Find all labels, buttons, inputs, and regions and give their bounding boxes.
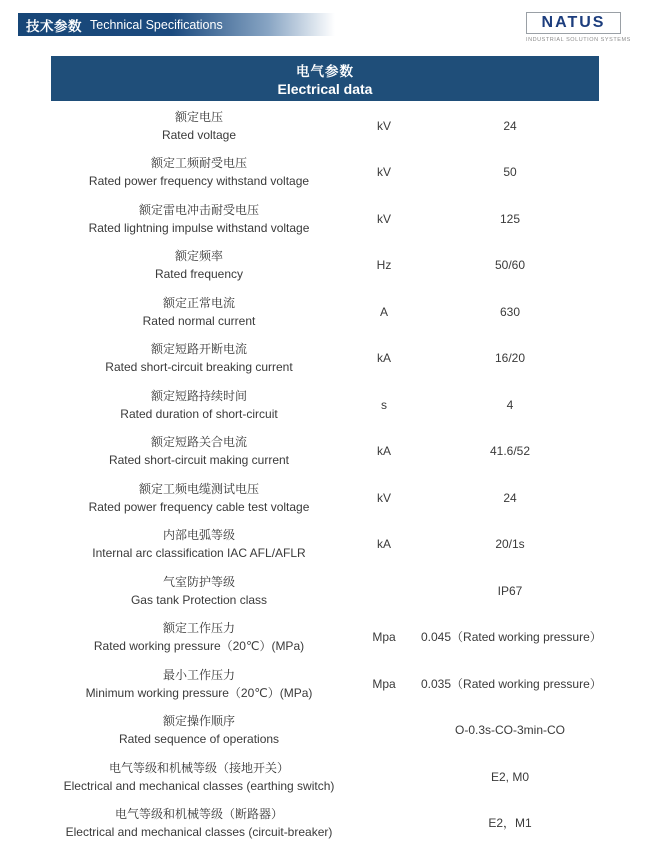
spec-label-cell	[51, 337, 347, 381]
spec-unit-cell: kV	[376, 211, 391, 226]
spec-label-zh: 电气等级和机械等级（接地开关）	[108, 760, 289, 775]
spec-value-cell: 125	[499, 211, 521, 226]
spec-label-zh: 额定频率	[174, 249, 223, 264]
spec-value-cell: E2, M0	[490, 769, 529, 784]
spec-unit-cell: s	[381, 397, 387, 412]
spec-value-cell: 20/1s	[495, 537, 525, 552]
table-header-en: Electrical data	[277, 81, 373, 97]
spec-unit-cell: Mpa	[372, 630, 396, 645]
spec-unit-cell: kV	[376, 490, 391, 505]
spec-label-zh: 额定工作压力	[162, 621, 235, 636]
spec-unit-cell: kA	[376, 351, 391, 366]
spec-value-cell: 0.045（Rated working pressure）	[421, 630, 602, 645]
spec-label-zh: 额定短路开断电流	[150, 342, 247, 357]
spec-label-en: Rated power frequency withstand voltage	[88, 174, 310, 189]
spec-label-zh: 额定正常电流	[162, 295, 235, 310]
spec-label-en: Gas tank Protection class	[130, 592, 268, 607]
spec-label-en: Electrical and mechanical classes (earthing switch)	[63, 778, 335, 793]
spec-value-cell: 24	[503, 490, 517, 505]
spec-value-cell: 50/60	[494, 258, 526, 273]
spec-label-zh: 额定短路持续时间	[150, 388, 247, 403]
spec-label-en: Electrical and mechanical classes (circuit-breaker)	[65, 825, 333, 840]
spec-label-cell	[51, 244, 347, 288]
spec-unit-cell: kA	[376, 537, 391, 552]
spec-label-en: Rated duration of short-circuit	[120, 406, 278, 421]
spec-unit-cell	[350, 709, 418, 753]
spec-label-cell	[51, 383, 347, 427]
company-logo	[526, 12, 631, 43]
spec-label-cell	[51, 569, 347, 613]
section-title-zh: 技术参数	[26, 18, 82, 34]
spec-label-cell	[51, 709, 347, 753]
table-header	[51, 56, 599, 101]
spec-label-zh: 额定短路关合电流	[150, 435, 247, 450]
table-body	[51, 104, 602, 845]
spec-value-cell: 0.035（Rated working pressure）	[421, 676, 602, 691]
logo-tagline: INDUSTRIAL SOLUTION SYSTEMS	[526, 37, 631, 43]
spec-label-zh: 额定电压	[174, 109, 223, 124]
section-title-banner	[18, 13, 338, 36]
spec-unit-cell: kA	[376, 444, 391, 459]
spec-unit-cell: Hz	[376, 258, 392, 273]
spec-label-en: Rated working pressure（20℃）(MPa)	[93, 639, 305, 654]
spec-value-cell: IP67	[497, 583, 523, 598]
spec-unit-cell: A	[379, 304, 388, 319]
spec-label-cell	[51, 197, 347, 241]
spec-unit-cell	[350, 569, 418, 613]
spec-label-zh: 电气等级和机械等级（断路器）	[114, 807, 283, 822]
spec-label-zh: 最小工作压力	[162, 667, 235, 682]
spec-label-en: Rated normal current	[142, 313, 256, 328]
spec-unit-cell: Mpa	[372, 676, 396, 691]
spec-value-cell: 4	[506, 397, 514, 412]
spec-label-cell	[51, 662, 347, 706]
spec-label-cell	[51, 755, 347, 799]
spec-value-cell: 630	[499, 304, 521, 319]
logo-wordmark: NATUS	[541, 14, 606, 31]
logo-frame	[526, 12, 621, 34]
spec-value-cell: E2，M1	[488, 816, 532, 831]
spec-label-cell	[51, 616, 347, 660]
spec-label-zh: 气室防护等级	[162, 574, 235, 589]
table-header-zh: 电气参数	[296, 64, 354, 79]
spec-label-en: Rated voltage	[161, 127, 237, 142]
spec-label-cell	[51, 802, 347, 846]
spec-label-en: Minimum working pressure（20℃）(MPa)	[85, 685, 313, 700]
spec-label-cell	[51, 523, 347, 567]
spec-label-en: Internal arc classification IAC AFL/AFLR	[92, 546, 306, 561]
spec-value-cell: 24	[503, 118, 517, 133]
electrical-data-table	[51, 56, 602, 845]
spec-value-cell: 41.6/52	[489, 444, 531, 459]
spec-label-en: Rated lightning impulse withstand voltage	[88, 220, 310, 235]
section-title-en: Technical Specifications	[90, 17, 223, 32]
spec-label-cell	[51, 430, 347, 474]
spec-label-en: Rated power frequency cable test voltage	[88, 499, 310, 514]
spec-unit-cell: kV	[376, 118, 391, 133]
spec-value-cell: O-0.3s-CO-3min-CO	[454, 723, 565, 738]
spec-label-zh: 额定雷电冲击耐受电压	[138, 202, 259, 217]
spec-label-zh: 内部电弧等级	[162, 528, 235, 543]
spec-label-en: Rated short-circuit breaking current	[105, 360, 293, 375]
spec-label-cell	[51, 104, 347, 148]
spec-label-cell	[51, 151, 347, 195]
spec-value-cell: 50	[503, 165, 517, 180]
spec-unit-cell	[350, 802, 418, 846]
spec-label-en: Rated sequence of operations	[118, 732, 280, 747]
spec-label-zh: 额定操作顺序	[162, 714, 235, 729]
spec-label-en: Rated short-circuit making current	[108, 453, 290, 468]
spec-unit-cell: kV	[376, 165, 391, 180]
spec-label-cell	[51, 290, 347, 334]
spec-label-en: Rated frequency	[154, 267, 244, 282]
spec-label-zh: 额定工频电缆测试电压	[138, 481, 259, 496]
spec-value-cell: 16/20	[494, 351, 526, 366]
spec-label-cell	[51, 476, 347, 520]
spec-label-zh: 额定工频耐受电压	[150, 156, 247, 171]
spec-unit-cell	[350, 755, 418, 799]
